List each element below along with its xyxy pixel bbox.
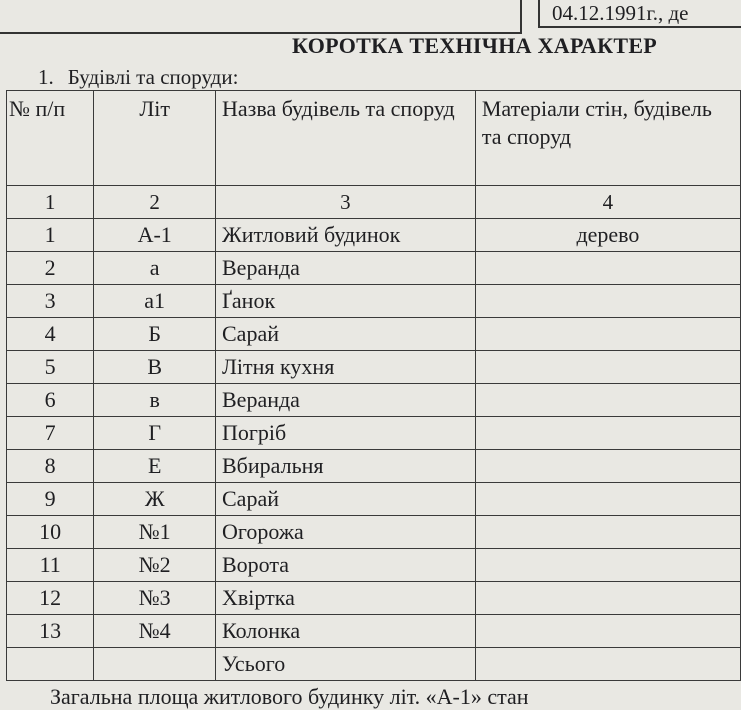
total-label: Усього	[216, 648, 476, 681]
row-material	[475, 483, 740, 516]
table-row	[7, 252, 741, 285]
row-name: Колонка	[216, 615, 476, 648]
table-row	[7, 318, 741, 351]
header-number: № п/п	[7, 91, 94, 186]
row-number: 11	[7, 549, 94, 582]
row-lit: №4	[94, 615, 216, 648]
row-lit: №3	[94, 582, 216, 615]
row-number: 5	[7, 351, 94, 384]
row-material	[475, 384, 740, 417]
row-material	[475, 285, 740, 318]
row-number: 13	[7, 615, 94, 648]
row-name: Огорожа	[216, 516, 476, 549]
header-lit: Літ	[94, 91, 216, 186]
row-number: 2	[7, 252, 94, 285]
row-material	[475, 549, 740, 582]
table-row	[7, 483, 741, 516]
row-lit: а1	[94, 285, 216, 318]
row-number: 9	[7, 483, 94, 516]
empty-cell	[94, 648, 216, 681]
row-name: Вбиральня	[216, 450, 476, 483]
row-material	[475, 516, 740, 549]
total-row	[7, 648, 741, 681]
row-lit: А-1	[94, 219, 216, 252]
document-title: КОРОТКА ТЕХНІЧНА ХАРАКТЕР	[292, 33, 658, 58]
row-number: 3	[7, 285, 94, 318]
table-row	[7, 417, 741, 450]
row-material	[475, 615, 740, 648]
row-lit: в	[94, 384, 216, 417]
row-material	[475, 450, 740, 483]
table-row	[7, 516, 741, 549]
row-material	[475, 252, 740, 285]
table-row	[7, 351, 741, 384]
row-number: 12	[7, 582, 94, 615]
header-name: Назва будівель та споруд	[216, 91, 476, 186]
row-name: Житловий будинок	[216, 219, 476, 252]
footer-text: Загальна площа житлового будинку літ. «А-1» стан	[50, 684, 529, 709]
row-lit: а	[94, 252, 216, 285]
row-name: Сарай	[216, 318, 476, 351]
buildings-table	[6, 90, 741, 681]
section-number: 1.	[38, 65, 54, 89]
row-number: 7	[7, 417, 94, 450]
row-name: Погріб	[216, 417, 476, 450]
row-lit: Б	[94, 318, 216, 351]
row-material	[475, 318, 740, 351]
row-number: 6	[7, 384, 94, 417]
date-text: 04.12.1991г., де	[552, 1, 689, 25]
row-number: 4	[7, 318, 94, 351]
row-name: Веранда	[216, 252, 476, 285]
row-material	[475, 417, 740, 450]
row-lit: Е	[94, 450, 216, 483]
column-number: 4	[475, 186, 740, 219]
row-name: Ґанок	[216, 285, 476, 318]
row-lit: Ж	[94, 483, 216, 516]
row-lit: №1	[94, 516, 216, 549]
row-number: 10	[7, 516, 94, 549]
header-materials: Матеріали стін, будівель та споруд	[475, 91, 740, 186]
row-material	[475, 351, 740, 384]
column-number: 2	[94, 186, 216, 219]
row-name: Хвіртка	[216, 582, 476, 615]
section-title: Будівлі та споруди:	[67, 65, 239, 89]
row-material	[475, 582, 740, 615]
table-row	[7, 219, 741, 252]
column-number: 1	[7, 186, 94, 219]
top-left-box	[0, 0, 522, 34]
date-box	[538, 0, 741, 28]
table-header-row	[7, 91, 741, 186]
row-lit: Г	[94, 417, 216, 450]
row-name: Літня кухня	[216, 351, 476, 384]
row-material: дерево	[475, 219, 740, 252]
row-number: 1	[7, 219, 94, 252]
empty-cell	[475, 648, 740, 681]
row-lit: В	[94, 351, 216, 384]
table-row	[7, 384, 741, 417]
table-row	[7, 615, 741, 648]
row-lit: №2	[94, 549, 216, 582]
empty-cell	[7, 648, 94, 681]
row-name: Ворота	[216, 549, 476, 582]
table-row	[7, 450, 741, 483]
table-row	[7, 549, 741, 582]
column-number: 3	[216, 186, 476, 219]
row-name: Сарай	[216, 483, 476, 516]
row-name: Веранда	[216, 384, 476, 417]
table-row	[7, 285, 741, 318]
column-number-row	[7, 186, 741, 219]
table-row	[7, 582, 741, 615]
row-number: 8	[7, 450, 94, 483]
section-heading	[38, 65, 238, 90]
